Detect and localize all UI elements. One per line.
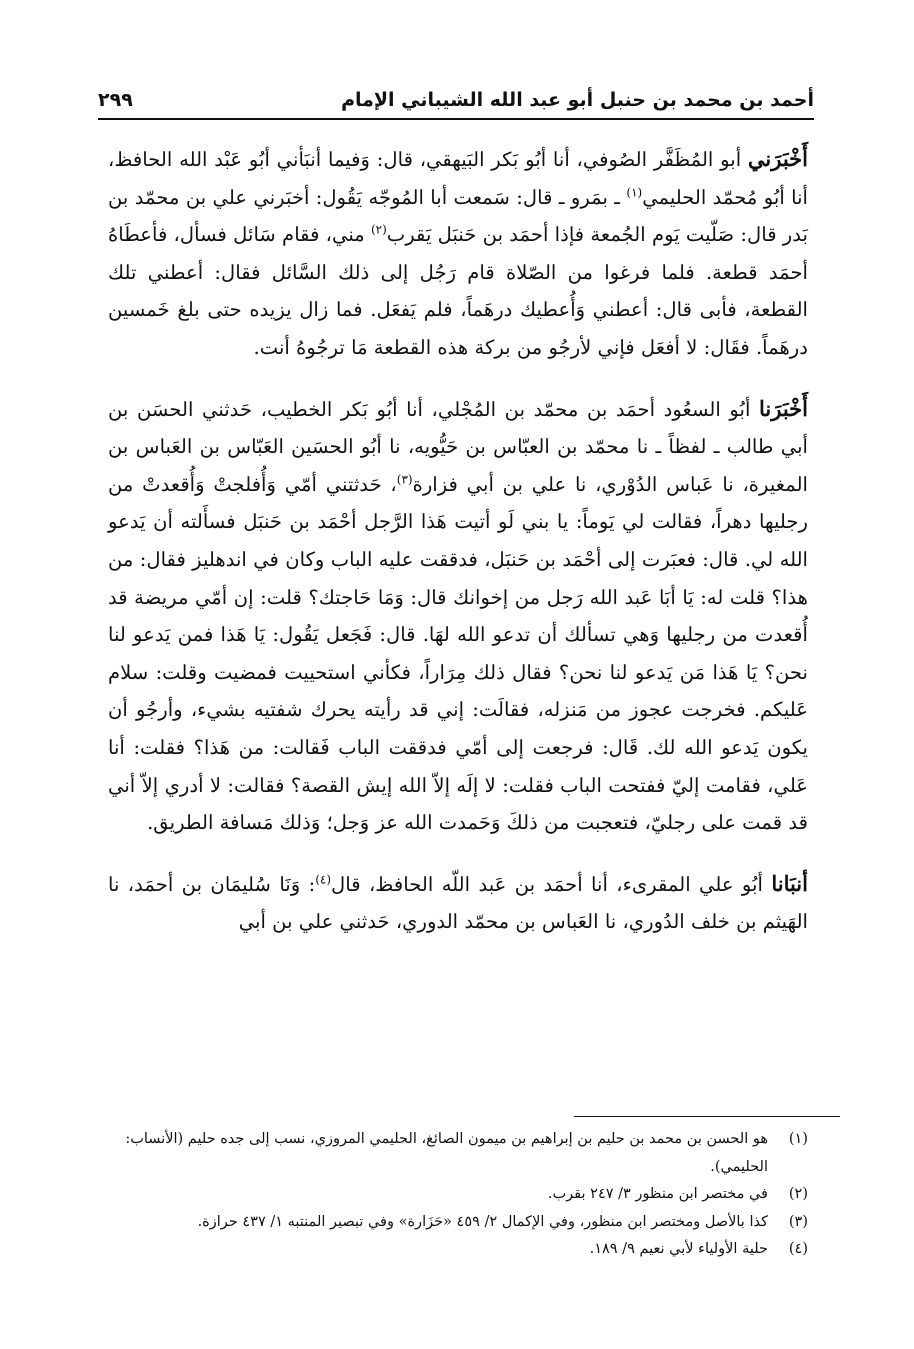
paragraph-1 [108,140,808,367]
footnote-rule [574,1116,840,1117]
footnote-text: حلية الأولياء لأبي نعيم ٩/ ١٨٩. [589,1241,768,1257]
page-header [98,78,814,114]
paragraph-2 [108,390,808,842]
header-rule [98,118,814,120]
footnote-ref-4: (٤) [315,872,332,887]
paragraph-1-text-c: مني، فقام سَائل فسأل، فأعطَاهُ أحمَد قطعة. فلما فرغوا من الصّلاة قام رَجُل إلى ذلك السَّائل فقال: أعطني تلك القطعة، فأبى قال: أعطني وَأُعطيك درهَماً، فلم يَفعَل. فما زال يزيده حتى بلغ خَمسين درهَماً. فقَال: لا أفعَل فإني لأرجُو من بركة هذه القطعة مَا ترجُوهُ أنت. [107,223,808,359]
paragraph-3-text-a: أبُو علي المقرىء، أنا أحمَد بن عَبد اللّه الحافظ، قال [331,872,772,896]
footnote-ref-2: (٢) [370,222,387,237]
paragraph-1-text-a: أبو المُظَفَّر الصُوفي، أنا أبُو بَكر البَيهقي، قال: وَفيما أنبَأني أبُو عَبْد الله الحافظ، أنا أبُو مُحمّد الحليمي [108,148,808,209]
footnote-text: في مختصر ابن منظور ٣/ ٢٤٧ بقرب. [547,1186,768,1202]
footnote [106,1181,808,1209]
paragraph-2-text-b: ، حَدثتني أمّي وَأُفلجتْ وَأُقعدتْ من رجليها دهراً، فقالت لي يَوماً: يا بني لَو أتيت هَذا الرَّجل أحْمَد بن حَنبَل فسأَلته أن يَدعو الله لي. قال: فعبَرت إلى أحْمَد بن حَنبَل، فدققت عليه الباب وكان في اندهليز فقال: من هذا؟ قلت له: يَا أبَا عَبد الله رَجل من إخوانك قال: وَمَا حَاجتك؟ قلت: إن أمّي مريضة قد أُقعدت من رجليها وَهي تسألك أن تدعو الله لهَا. قال: فَجَعل يَقُول: يَا هَذا فمن يَدعو لنا نحن؟ يَا هَذا مَن يَدعو لنا نحن؟ فقال ذلك مِرَاراً، فكأني استحييت فمضيت وقلت: سلام عَليكم. فخرجت عجوز من مَنزله، فقالَت: إني قد رأيته يحرك شفتيه بشيء، وأرجُو أن يكون يَدعو الله لك. قَال: فرجعت إلى أمّي فدققت الباب فَقالت: من هَذا؟ فقلت: أنا عَلي، فقامت إليّ ففتحت الباب فقلت: لا إلَه إلاّ الله إيش القصة؟ فقالت: لا أدري إلاّ أني قد قمت على رجليّ، فتعجبت من ذلكَ وَحَمدت الله عز وَجل؛ وَذلك مَسافة الطريق. [108,472,808,835]
paragraph-3-lead: أنبَانا [771,870,808,896]
footnote-number: (٢) [788,1186,808,1202]
paragraph-3 [108,865,808,941]
paragraph-2-text-a: أبُو السعُود أحمَد بن محمّد بن المُجْلي، أنا أبُو بَكر الخطيب، حَدثني الحسَن بن أبي طالب ـ لفظاً ـ نا محمّد بن العبّاس بن حَيُّويه، نا أبُو الحسَين العَبّاس بن العَباس بن المغيرة، نا عَباس الدُوْري، نا علي بن أبي فزارة [108,397,808,496]
footnote [106,1236,808,1264]
running-title: أحمد بن محمد بن حنبل أبو عبد الله الشيباني الإمام [341,89,814,111]
page-number: ٢٩٩ [98,89,133,111]
paragraph-3-text-b: : وَنَا سُليمَان بن أحمَد، نا الهَيثم بن خلف الدُوري، نا العَباس بن محمّد الدوري، حَدثني علي بن أبي [108,872,808,934]
footnote [106,1126,808,1181]
footnotes [106,1126,808,1264]
footnote-ref-3: (٣) [396,472,413,487]
footnote-number: (٤) [788,1241,808,1257]
paragraph-1-text-b: ـ بمَرو ـ قال: سَمعت أبا المُوجّه يَقُول: أخبَرني علي بن محمّد بن بَدر قال: صَلّيت يَوم الجُمعة فإذا أحمَد بن حَنبَل يَقرب [108,185,808,247]
main-text [108,140,808,941]
footnote-ref-1: (١) [626,185,643,200]
paragraph-2-lead: أَخْبَرَنا [759,395,808,421]
footnote-number: (١) [788,1131,808,1147]
footnote [106,1209,808,1237]
footnote-text: كذا بالأصل ومختصر ابن منظور، وفي الإكمال ٢/ ٤٥٩ «حَزَارة» وفي تبصير المنتبه ١/ ٤٣٧ حرازة. [197,1213,768,1230]
paragraph-1-lead: أَخْبَرَني [747,146,808,171]
footnote-text: هو الحسن بن محمد بن حليم بن إبراهيم بن ميمون الصائغ، الحليمي المروزي، نسب إلى جده حليم (الأنساب: الحليمي). [125,1131,768,1175]
footnote-number: (٣) [788,1213,808,1230]
